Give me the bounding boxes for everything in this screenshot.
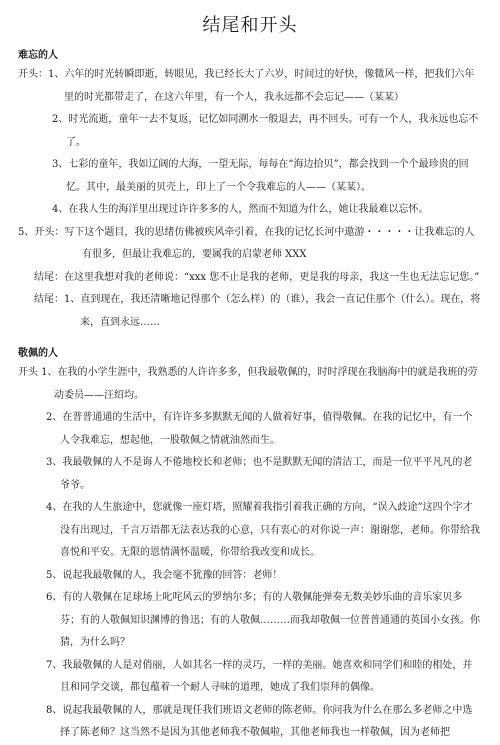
paragraph-admired-7: 7、我最敬佩的人是对俏丽，人如其名一样的灵巧，一样的美丽。她喜欢和同学们和睦的相处，并且和同学交谈，都包蕴着一个耐人寻味的道理，她成了我们崇拜的偶像。 <box>46 659 473 693</box>
paragraph-ending-teacher: 结尾：在这里我想对我的老师说：“xxx 您不止是我的老师，更是我的母亲，我这一生也无法忘记您。” <box>34 271 480 283</box>
section-heading-admired-person: 敬佩的人 <box>18 348 58 359</box>
paragraph-admired-2: 2、在普普通通的生活中，有许许多多默默无闻的人做着好事，值得敬佩。在我的记忆中，有一个人令我难忘，想起他，一股敬佩之情就油然而生。 <box>46 412 473 446</box>
paragraph-admired-8: 8、说起我最敬佩的人，那就是现任我们班语文老师的陈老师。你问我为什么在那么多老师之中选择了陈老师？这当然不是因为其他老师我不敬佩啦，其他老师我也一样敬佩，因为老师把 <box>46 704 473 738</box>
paragraph-admired-6: 6、有的人敬佩在足球场上叱咤风云的罗纳尔多；有的人敬佩能弹奏无数美妙乐曲的音乐家贝多芬；有的人敬佩知识渊博的鲁迅；有的人敬佩………而我却敬佩一位普普通通的英国小女孩。你猜，为什么吗？ <box>46 592 480 648</box>
paragraph-ending-1: 结尾：1、直到现在，我还清晰地记得那个（怎么样）的（谁），我会一直记住那个（什么）。现在，将来，直到永远…… <box>34 294 481 328</box>
paragraph-opening-5: 5、开头：写下这个题目，我的思绪仿佛被疾风牵引着，在我的记忆长河中遨游・・・・・让我难忘的人有很多，但最让我难忘的，要属我的启蒙老师 XXX <box>18 226 475 260</box>
paragraph-opening-1: 开头：1、六年的时光转瞬即逝，转眼见，我已经长大了六岁，时间过的好快，像微风一样，把我们六年里的时光都带走了，在这六年里，有一个人，我永远都不会忘记——（某某） <box>18 69 475 103</box>
paragraph-admired-5: 5、说起我最敬佩的人，我会毫不犹豫的回答：老师！ <box>46 569 283 581</box>
section-heading-memorable-person: 难忘的人 <box>18 50 58 61</box>
paragraph-admired-3: 3、我最敬佩的人不是诲人不倦地校长和老师；也不是默默无闻的清洁工，而是一位平平凡凡的老爷爷。 <box>46 457 473 491</box>
paragraph-admired-4: 4、在我的人生旅途中，您就像一座灯塔，照耀着我指引着我正确的方向，“误入歧途”这四个字才没有出现过，千言万语都无法表达我的心意，只有衷心的对你说一声：谢谢您，老师。你带给我喜悦和平安。无限的恩情满怀温暖，你带给我改变和成长。 <box>46 502 480 558</box>
paragraph-admired-1: 开头 1、在我的小学生涯中，我熟悉的人许许多多，但我最敬佩的，时时浮现在我脑海中的就是我班的劳动委员——汪绍均。 <box>18 367 478 401</box>
page-title: 结尾和开头 <box>202 15 298 36</box>
paragraph-opening-4: 4、在我人生的海洋里出现过许许多多的人，然而不知道为什么，她让我最难以忘怀。 <box>52 204 429 215</box>
paragraph-opening-3: 3、七彩的童年，我如辽阔的大海，一望无际，每每在“海边拾贝”，都会找到一个个最珍贵的回忆。其中，最美丽的贝壳上，印上了一个令我难忘的人——（某某）。 <box>52 159 469 193</box>
paragraph-opening-2: 2、时光流逝，童年一去不复返，记忆如同溯水一般退去，再不回头。可有一个人，我永远也忘不了。 <box>52 114 479 148</box>
